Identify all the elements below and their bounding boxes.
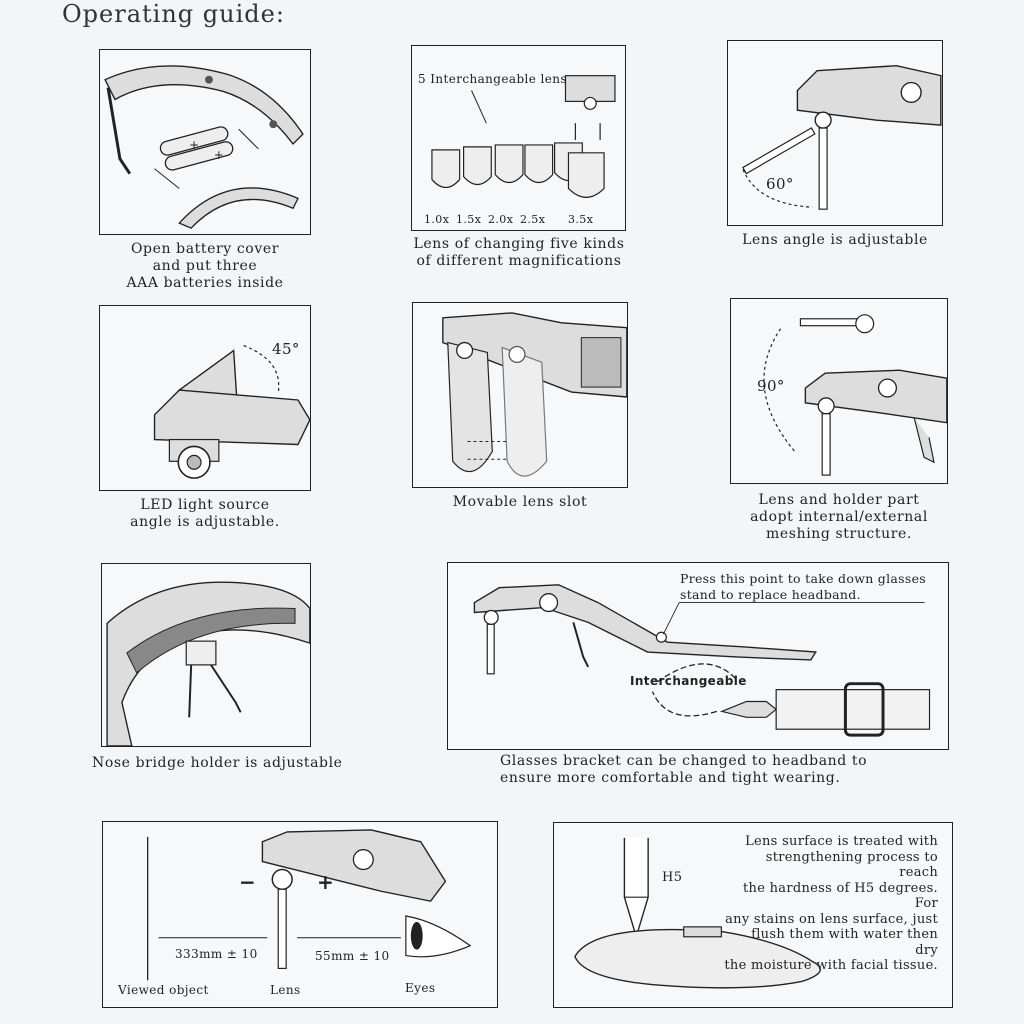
battery-caption: Open battery cover and put three AAA batteries inside — [126, 241, 284, 291]
page-title: Operating guide: — [62, 0, 285, 28]
led-angle-value: 45° — [272, 340, 300, 358]
svg-text:+: + — [213, 147, 224, 162]
led-angle-illustration — [100, 306, 310, 490]
holder-panel — [730, 298, 948, 484]
viewed-object-label: Viewed object — [118, 983, 209, 997]
slot-caption: Movable lens slot — [452, 494, 588, 510]
distance-panel — [102, 821, 498, 1008]
led-caption: LED light source angle is adjustable. — [130, 497, 280, 530]
nose-panel — [101, 563, 311, 747]
magnification-1: 1.0x — [424, 213, 450, 226]
nose-bridge-illustration — [102, 564, 310, 746]
viewing-distance-illustration — [103, 822, 497, 1007]
headset-battery-illustration — [100, 50, 310, 234]
eye-distance-label: 55mm ± 10 — [315, 949, 390, 963]
lens-change-caption: Lens of changing five kinds of different magnifications — [413, 236, 625, 269]
interchangeable-lens-label: 5 Interchangeable lens — [418, 72, 567, 86]
movable-lens-slot-illustration — [413, 303, 627, 487]
holder-caption: Lens and holder part adopt internal/external meshing structure. — [750, 492, 928, 542]
led-panel — [99, 305, 311, 491]
magnification-5: 3.5x — [568, 213, 594, 226]
magnification-3: 2.0x — [488, 213, 514, 226]
lens-label: Lens — [270, 983, 301, 997]
minus-sign: − — [239, 870, 257, 894]
lens-angle-caption: Lens angle is adjustable — [742, 232, 928, 248]
pencil-hardness-label: H5 — [662, 870, 683, 885]
object-distance-label: 333mm ± 10 — [175, 947, 258, 961]
headband-caption: Glasses bracket can be changed to headband to ensure more comfortable and tight wearing. — [500, 753, 868, 786]
interchangeable-label: Interchangeable — [630, 674, 747, 688]
nose-caption: Nose bridge holder is adjustable — [92, 755, 343, 771]
lens-change-panel — [411, 45, 626, 231]
magnification-2: 1.5x — [456, 213, 482, 226]
slot-panel — [412, 302, 628, 488]
hardness-text: Lens surface is treated with strengthening process to reach the hardness of H5 degrees. For any stains on lens surface, just flush them with water then dry the moisture with facial tissue. — [724, 834, 938, 973]
eyes-label: Eyes — [405, 981, 436, 995]
battery-panel — [99, 49, 311, 235]
plus-sign: + — [317, 870, 335, 894]
holder-angle-value: 90° — [757, 377, 785, 395]
headband-panel — [447, 562, 949, 750]
lens-angle-panel — [727, 40, 943, 226]
svg-text:+: + — [189, 137, 200, 152]
lens-angle-illustration — [728, 41, 942, 225]
lens-angle-value: 60° — [766, 175, 794, 193]
headband-note: Press this point to take down glasses stand to replace headband. — [680, 571, 927, 602]
hardness-panel — [553, 822, 953, 1008]
magnification-4: 2.5x — [520, 213, 546, 226]
